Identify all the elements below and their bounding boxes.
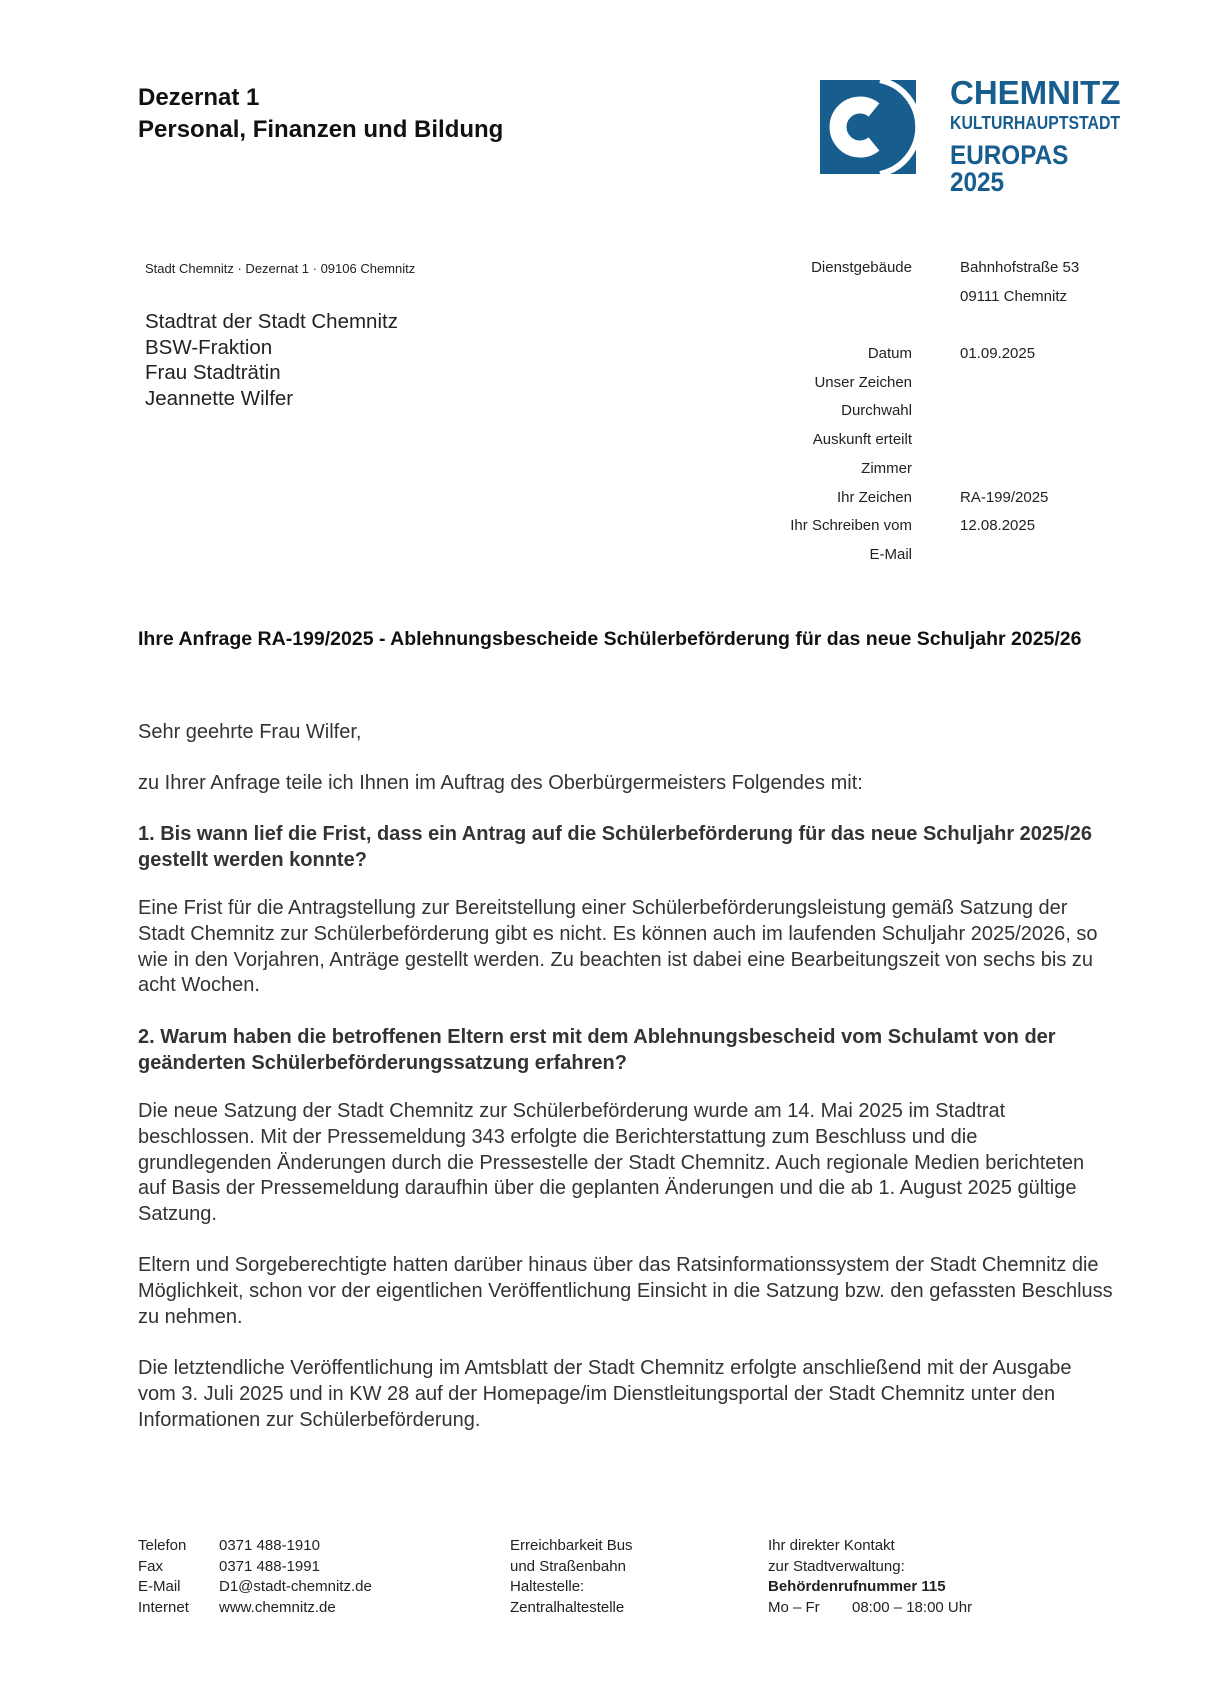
footer-direct-line: zur Stadtverwaltung: [768, 1557, 905, 1575]
info-row-our-reference [730, 374, 1130, 403]
footer-direct-contact [768, 1536, 972, 1618]
info-row-room [730, 460, 1130, 489]
info-label: Ihr Schreiben vom [790, 517, 912, 535]
footer-direct-line: Ihr direkter Kontakt [768, 1537, 895, 1554]
logo-year: EUROPAS 2025 [950, 140, 1069, 197]
recipient-line: BSW-Fraktion [145, 335, 273, 359]
footer-transit [510, 1536, 633, 1618]
recipient-address [145, 309, 398, 411]
footer-phone-row [138, 1536, 372, 1557]
question-1: 1. Bis wann lief die Frist, dass ein Antrag auf die Schülerbeförderung für das neue Schuljahr 2025/26 gestellt werden konnte? [138, 823, 1092, 871]
footer-fax: 0371 488-1991 [219, 1557, 320, 1575]
logo-wordmark [950, 76, 1143, 196]
sender-line: Stadt Chemnitz · Dezernat 1 · 09106 Chemnitz [145, 261, 416, 276]
footer-label: Internet [138, 1598, 189, 1616]
reference-info-block [730, 259, 1130, 575]
intro-paragraph: zu Ihrer Anfrage teile ich Ihnen im Auftrag des Oberbürgermeisters Folgendes mit: [138, 772, 863, 794]
department-heading [138, 82, 503, 146]
recipient-line: Jeannette Wilfer [145, 386, 294, 410]
answer-1-paragraph: Eine Frist für die Antragstellung zur Bereitstellung einer Schülerbeförderungsleistung gemäß Satzung der Stadt Chemnitz zur Schülerbeförderung gibt es nicht. Es können auch im laufenden Schuljahr 2025/2026, so wie in den Vorjahren, Anträge gestellt werden. Zu beachten ist dabei eine Bearbeitungszeit von sechs bis zu acht Wochen. [138, 897, 1098, 997]
info-label: Unser Zeichen [814, 373, 912, 391]
info-label: Zimmer [861, 459, 912, 477]
footer-hours [768, 1598, 972, 1619]
info-row-contact-person [730, 431, 1130, 460]
info-value: 12.08.2025 [960, 517, 1036, 535]
info-value: RA-199/2025 [960, 488, 1049, 506]
footer-contact [138, 1536, 372, 1618]
chemnitz-logo [820, 74, 1121, 197]
footer-time: 08:00 – 18:00 Uhr [852, 1598, 973, 1616]
info-row-email [730, 546, 1130, 575]
info-label: Datum [867, 345, 912, 363]
logo-tagline: KULTURHAUPTSTADT [950, 113, 1121, 133]
answer-2-paragraph: Eltern und Sorgeberechtigte hatten darüber hinaus über das Ratsinformationssystem der Stadt Chemnitz die Möglichkeit, schon vor der eigentlichen Veröffentlichung Einsicht in die Satzung bzw. den gefassten Beschluss zu nehmen. [138, 1254, 1113, 1328]
footer-email-row [138, 1577, 372, 1598]
info-label [730, 288, 912, 317]
info-row-your-reference [730, 489, 1130, 518]
footer-phone: 0371 488-1910 [219, 1537, 320, 1554]
answer-2-paragraph: Die letztendliche Veröffentlichung im Amtsblatt der Stadt Chemnitz erfolgte anschließend mit der Ausgabe vom 3. Juli 2025 und in KW 28 auf der Homepage/im Dienstleitungsportal der Stadt Chemnitz unter den Informationen zur Schülerbeförderung. [138, 1357, 1072, 1431]
footer-days: Mo – Fr [768, 1598, 820, 1616]
chemnitz-c-logo-icon [820, 80, 916, 174]
info-row-date [730, 345, 1130, 374]
footer-internet-row [138, 1598, 372, 1619]
department-title: Dezernat 1 [138, 84, 260, 111]
footer-transit-line: Zentralhaltestelle [510, 1598, 625, 1616]
department-subtitle: Personal, Finanzen und Bildung [138, 116, 504, 143]
footer-transit-line: Haltestelle: [510, 1578, 585, 1595]
info-value: 01.09.2025 [960, 345, 1036, 363]
footer-hotline: Behördenrufnummer 115 [768, 1578, 946, 1595]
footer-transit-line: und Straßenbahn [510, 1557, 626, 1575]
info-row-spacer [730, 316, 1130, 345]
recipient-line: Frau Stadträtin [145, 361, 281, 384]
footer-email-link[interactable]: D1@stadt-chemnitz.de [219, 1578, 372, 1595]
footer-label: E-Mail [138, 1578, 181, 1595]
info-label [730, 316, 912, 345]
answer-2-paragraph: Die neue Satzung der Stadt Chemnitz zur Schülerbeförderung wurde am 14. Mai 2025 im Stadtrat beschlossen. Mit der Pressemeldung 343 erfolgte die Berichterstattung zum Beschluss und die grundlegenden Änderungen durch die Pressestelle der Stadt Chemnitz. Auch regionale Medien berichteten auf Basis der Pressemeldung daraufhin über die geplanten Änderungen und die ab 1. August 2025 gültige Satzung. [138, 1100, 1085, 1226]
footer-website-link[interactable]: www.chemnitz.de [219, 1598, 336, 1616]
footer-transit-line: Erreichbarkeit Bus [510, 1537, 633, 1554]
footer-fax-row [138, 1557, 372, 1578]
info-row-building [730, 259, 1130, 288]
info-label: Dienstgebäude [811, 259, 912, 276]
salutation: Sehr geehrte Frau Wilfer, [138, 721, 362, 743]
info-row-your-letter-date [730, 517, 1130, 546]
info-label: E-Mail [869, 545, 912, 563]
info-label: Durchwahl [841, 402, 912, 420]
info-row-extension [730, 402, 1130, 431]
question-2: 2. Warum haben die betroffenen Eltern erst mit dem Ablehnungsbescheid vom Schulamt von der geänderten Schülerbeförderungssatzung erfahren? [138, 1026, 1056, 1074]
info-value: Bahnhofstraße 53 [960, 259, 1080, 276]
info-label: Ihr Zeichen [836, 488, 912, 506]
info-label: Auskunft erteilt [812, 431, 912, 449]
footer-label: Fax [138, 1557, 164, 1575]
info-value: 09111 Chemnitz [960, 287, 1068, 305]
letter-subject: Ihre Anfrage RA-199/2025 - Ablehnungsbescheide Schülerbeförderung für das neue Schuljahr 2025/26 [138, 628, 1082, 650]
footer-label: Telefon [138, 1537, 187, 1554]
logo-city: CHEMNITZ [950, 74, 1121, 111]
info-row-city [730, 288, 1130, 317]
recipient-line: Stadtrat der Stadt Chemnitz [145, 310, 398, 333]
